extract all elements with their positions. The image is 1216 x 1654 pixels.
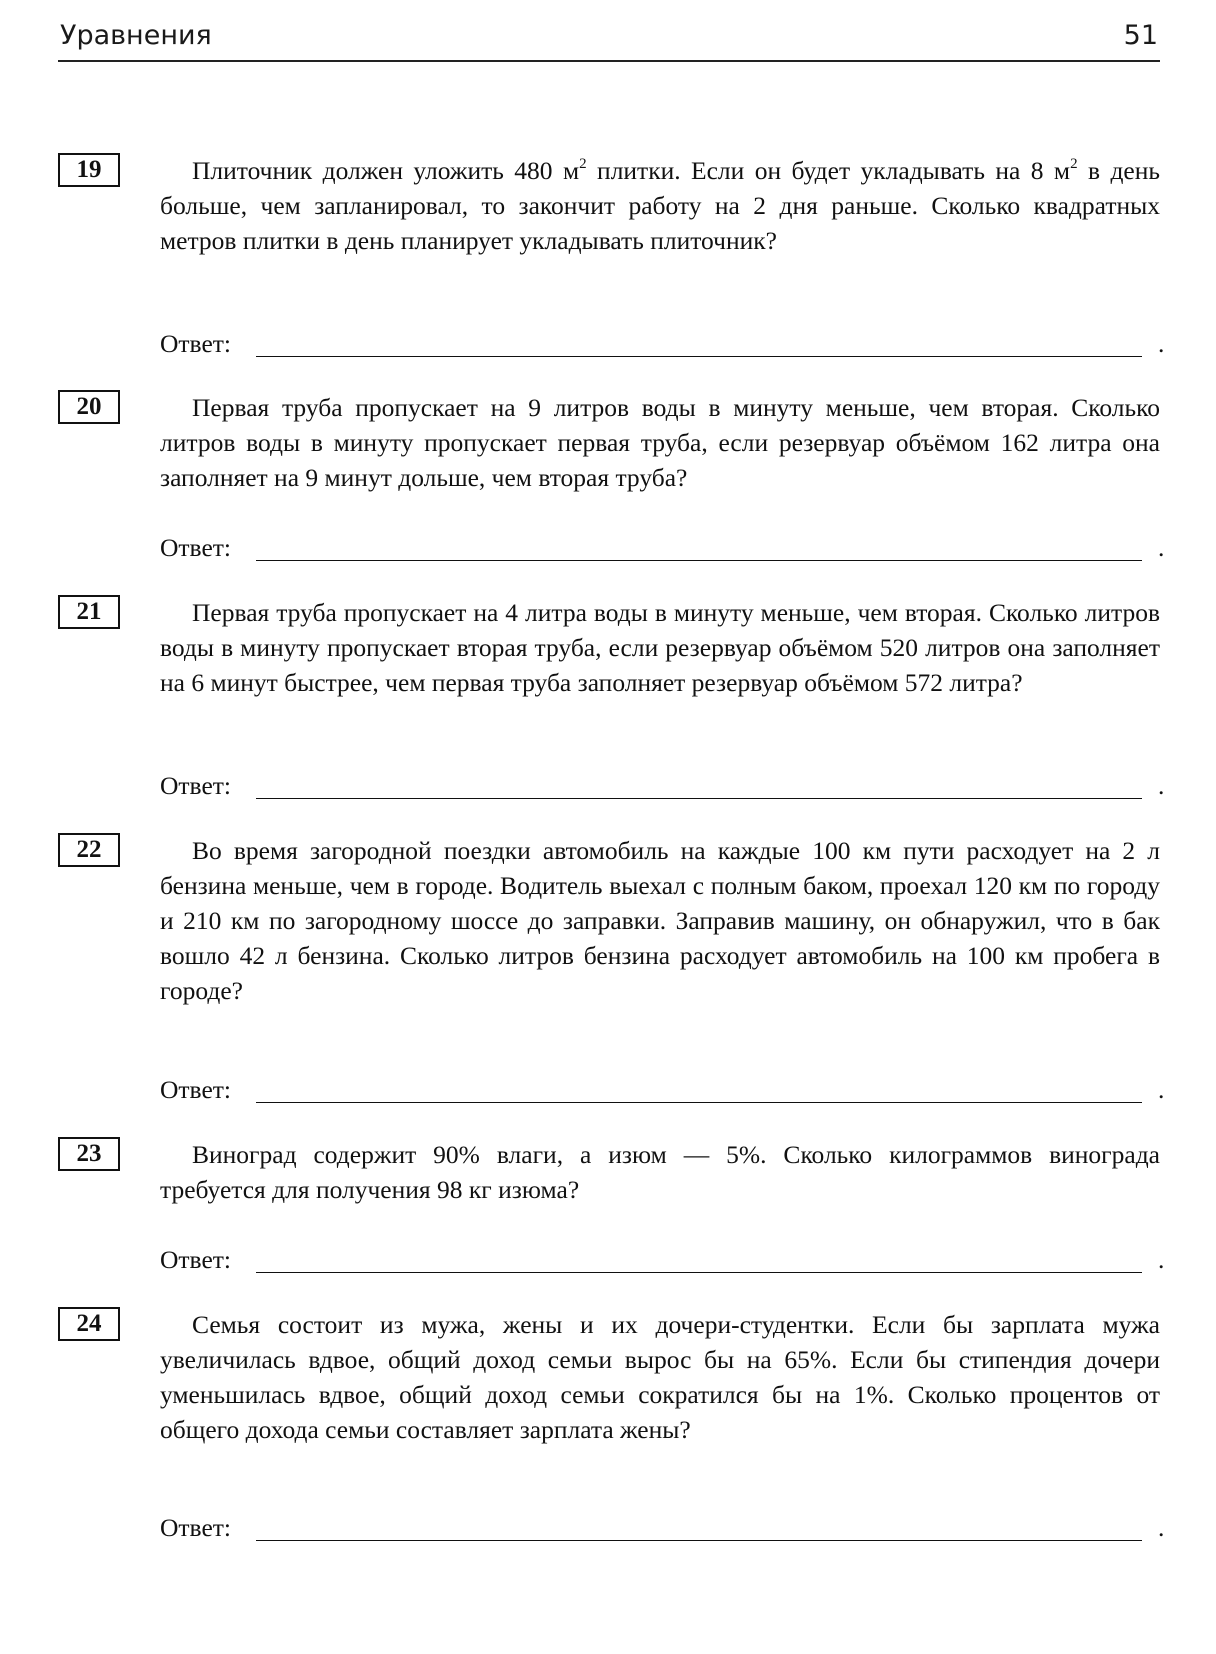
problem-text: Плиточник должен уложить 480 $м^2$ плитки. Если он будет укладывать на 8 $м^2$ в день больше, чем запланировал, то закончит работу на 2 дня раньше. Сколько квадратных метров плитки в день планирует укладывать плиточник? bbox=[160, 155, 1161, 255]
answer-label: Ответ: bbox=[160, 1513, 231, 1542]
answer-field-21[interactable] bbox=[160, 768, 1165, 804]
answer-period: . bbox=[1158, 771, 1165, 800]
problem-text: Первая труба пропускает на 9 литров воды в минуту меньше, чем вторая. Сколько литров воды в минуту пропускает первая труба, если резервуар объёмом 162 литра она заполняет на 9 минут дольше, чем вторая труба? bbox=[160, 393, 1160, 492]
problem-text: Семья состоит из мужа, жены и их дочери-студентки. Если бы зарплата мужа увеличилась вдвое, общий доход семьи вырос бы на 65%. Если бы стипендия дочери уменьшилась вдвое, общий доход семьи сократился бы на 1%. Сколько процентов от общего дохода семьи составляет зарплата жены? bbox=[160, 1310, 1160, 1444]
answer-line[interactable] bbox=[256, 798, 1142, 799]
answer-line[interactable] bbox=[256, 1102, 1142, 1103]
problem-number-box: 22 bbox=[58, 833, 120, 867]
problem-number-box: 23 bbox=[58, 1137, 120, 1171]
answer-line[interactable] bbox=[256, 1272, 1142, 1273]
answer-field-23[interactable] bbox=[160, 1242, 1165, 1278]
answer-field-24[interactable] bbox=[160, 1510, 1165, 1546]
answer-label: Ответ: bbox=[160, 771, 231, 800]
page-header bbox=[58, 20, 1160, 62]
answer-field-19[interactable] bbox=[160, 326, 1165, 362]
page-number: 51 bbox=[1123, 20, 1158, 51]
problem-text: Во время загородной поездки автомобиль на каждые 100 км пути расходует на 2 л бензина меньше, чем в городе. Водитель выехал с полным баком, проехал 120 км по городу и 210 км по загородному шоссе до заправки. Заправив машину, он обнаружил, что в бак вошло 42 л бензина. Сколько литров бензина расходует автомобиль на 100 км пробега в городе? bbox=[160, 836, 1160, 1005]
answer-line[interactable] bbox=[256, 1540, 1142, 1541]
answer-field-22[interactable] bbox=[160, 1072, 1165, 1108]
answer-period: . bbox=[1158, 1075, 1165, 1104]
answer-label: Ответ: bbox=[160, 329, 231, 358]
answer-period: . bbox=[1158, 1245, 1165, 1274]
answer-label: Ответ: bbox=[160, 533, 231, 562]
problem-number-box: 24 bbox=[58, 1307, 120, 1341]
problem-text: Первая труба пропускает на 4 литра воды в минуту меньше, чем вторая. Сколько литров воды в минуту пропускает вторая труба, если резервуар объёмом 520 литров она заполняет на 6 минут быстрее, чем первая труба заполняет резервуар объёмом 572 литра? bbox=[160, 598, 1160, 697]
problem-text: Виноград содержит 90% влаги, а изюм — 5%. Сколько килограммов винограда требуется для получения 98 кг изюма? bbox=[160, 1140, 1160, 1204]
problem-number-box: 20 bbox=[58, 390, 120, 424]
chapter-title: Уравнения bbox=[60, 20, 212, 51]
answer-line[interactable] bbox=[256, 356, 1142, 357]
problem-number-box: 19 bbox=[58, 153, 120, 187]
answer-line[interactable] bbox=[256, 560, 1142, 561]
answer-period: . bbox=[1158, 533, 1165, 562]
answer-label: Ответ: bbox=[160, 1075, 231, 1104]
problem-number-box: 21 bbox=[58, 595, 120, 629]
answer-field-20[interactable] bbox=[160, 530, 1165, 566]
answer-period: . bbox=[1158, 1513, 1165, 1542]
answer-label: Ответ: bbox=[160, 1245, 231, 1274]
answer-period: . bbox=[1158, 329, 1165, 358]
